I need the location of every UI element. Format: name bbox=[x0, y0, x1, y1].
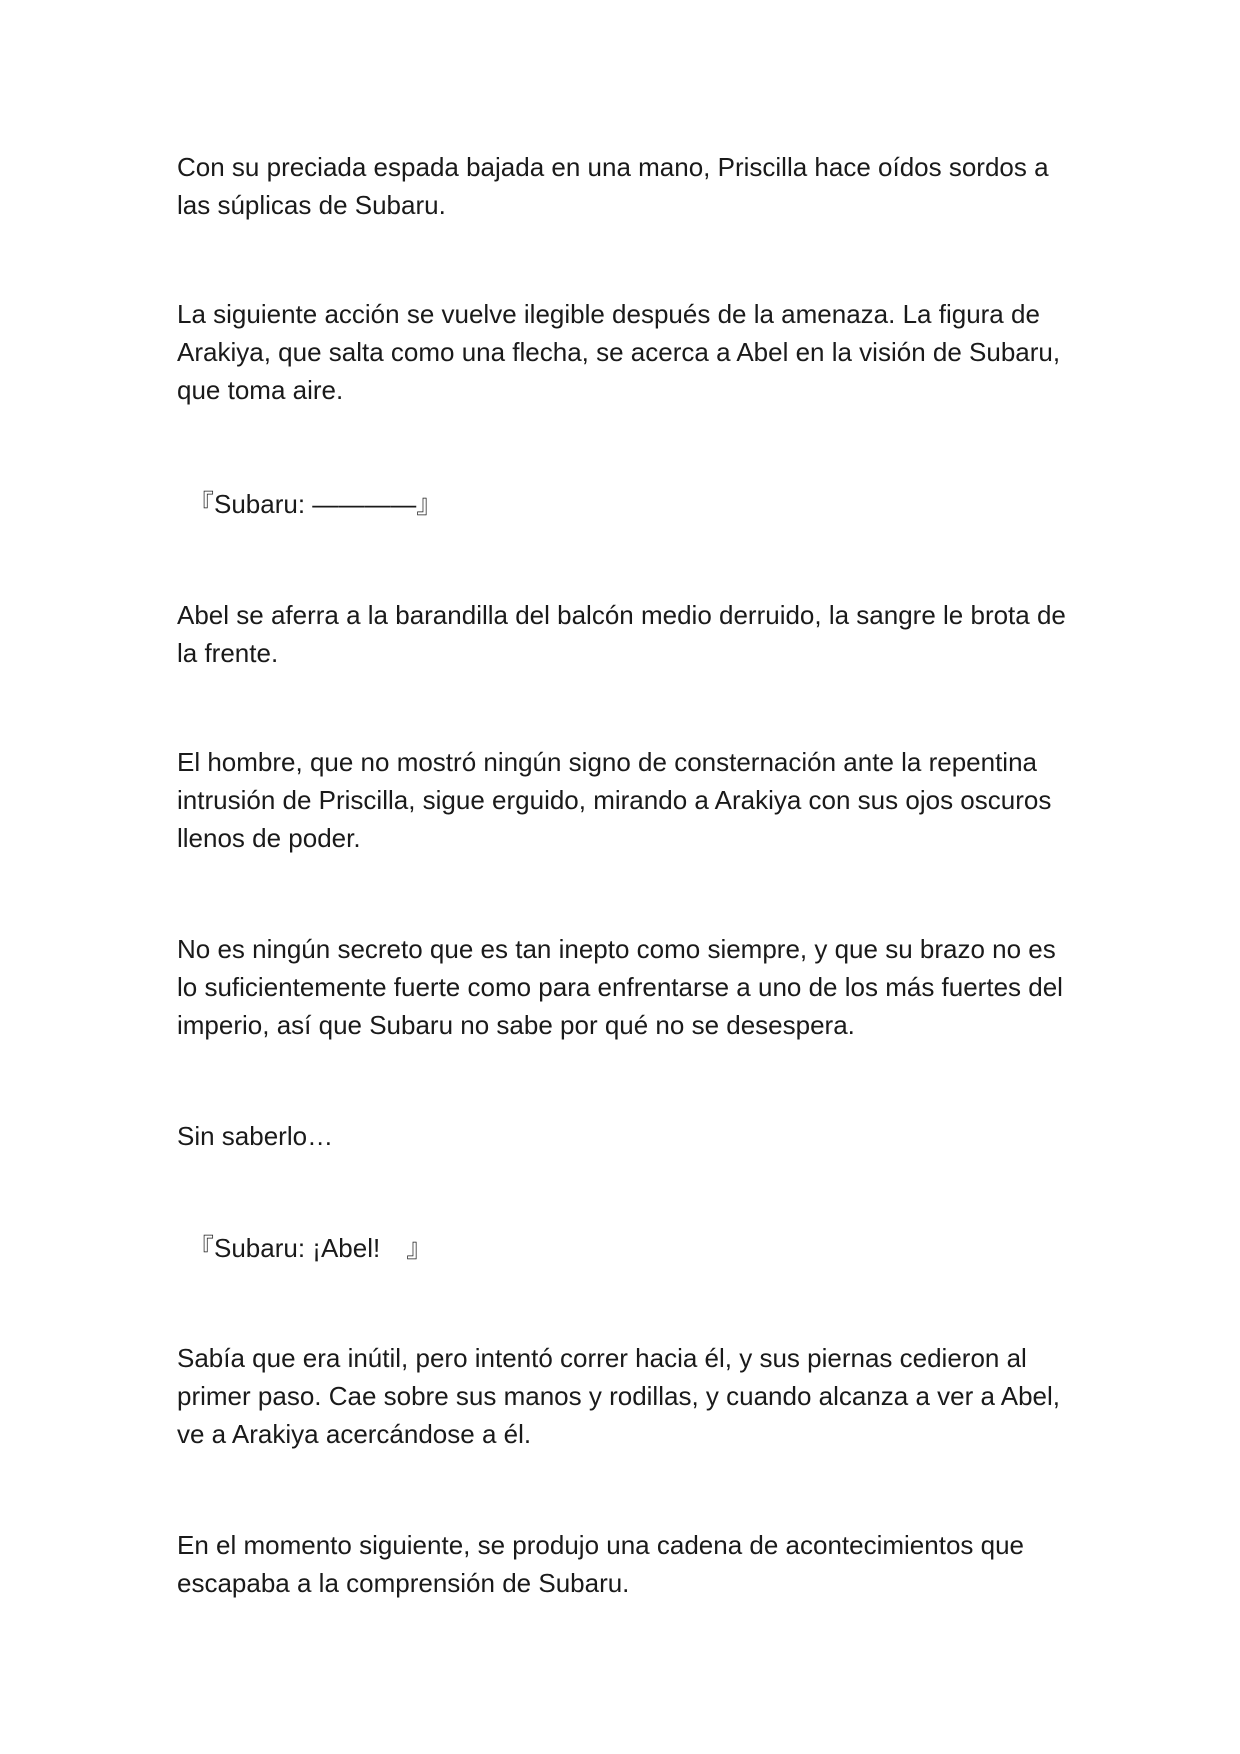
paragraph-narration: Sin saberlo… bbox=[177, 1121, 334, 1151]
paragraph-narration: Con su preciada espada bajada en una mano, Priscilla hace oídos sordos a las súplicas de Subaru. bbox=[177, 152, 1049, 220]
paragraph-narration: La siguiente acción se vuelve ilegible después de la amenaza. La figura de Arakiya, que salta como una flecha, se acerca a Abel en la visión de Subaru, que toma aire. bbox=[177, 299, 1061, 405]
paragraph-dialogue: 『Subaru: ————』 bbox=[188, 489, 443, 519]
paragraph-narration: En el momento siguiente, se produjo una cadena de acontecimientos que escapaba a la comprensión de Subaru. bbox=[177, 1530, 1025, 1598]
paragraph-dialogue: 『Subaru: ¡Abel! 』 bbox=[188, 1233, 433, 1263]
paragraph-narration: El hombre, que no mostró ningún signo de consternación ante la repentina intrusión de Priscilla, sigue erguido, mirando a Arakiya con sus ojos oscuros llenos de poder. bbox=[177, 747, 1052, 853]
paragraph-narration: Abel se aferra a la barandilla del balcón medio derruido, la sangre le brota de la frente. bbox=[177, 600, 1066, 668]
paragraph-narration: No es ningún secreto que es tan inepto como siempre, y que su brazo no es lo suficientemente fuerte como para enfrentarse a uno de los más fuertes del imperio, así que Subaru no sabe por qué no se desespera. bbox=[177, 934, 1063, 1040]
paragraph-narration: Sabía que era inútil, pero intentó correr hacia él, y sus piernas cedieron al primer paso. Cae sobre sus manos y rodillas, y cuando alcanza a ver a Abel, ve a Arakiya acercándose a él. bbox=[177, 1343, 1061, 1449]
